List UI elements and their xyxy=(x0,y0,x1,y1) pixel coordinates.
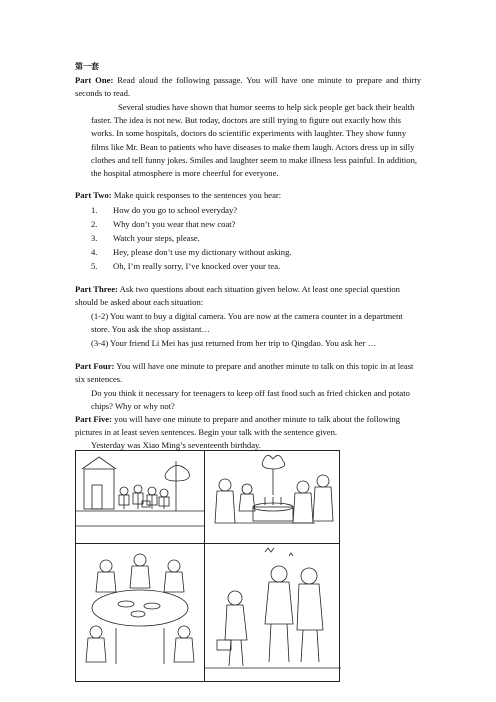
part-five-instruction-line2: pictures in at least seven sentences. Begin your talk with the sentence given. xyxy=(75,427,338,437)
part-three-label: Part Three: xyxy=(75,284,118,294)
comic-panel-arrival xyxy=(76,451,204,543)
comic-panel-party-meal xyxy=(76,544,204,683)
passage-line: works. In some hospitals, doctors do scientific experiments with laughter. They show funny xyxy=(91,128,407,138)
list-item: 4. Hey, please don’t use my dictionary without asking. xyxy=(91,247,292,257)
part-five-start-sentence: Yesterday was Xiao Ming’s seventeenth birthday. xyxy=(91,440,261,450)
list-item: 3. Watch your steps, please. xyxy=(91,233,200,243)
part-two-instruction-text: Make quick responses to the sentences you hear: xyxy=(113,190,282,200)
part-four-question: Do you think it necessary for teenagers to keep off fast food such as fried chicken and potato xyxy=(91,388,410,398)
part-one-instruction xyxy=(75,74,421,100)
part-four-instruction: Part Four: You will have one minute to prepare and another minute to talk on this topic in at least xyxy=(75,361,414,371)
passage-line: the hospital atmosphere is more cheerful for everyone. xyxy=(91,168,279,178)
part-three-instruction: Part Three: Ask two questions about each situation given below. At least one special question xyxy=(75,284,400,294)
set-heading: 第一套 xyxy=(75,62,99,71)
situation-one: (1-2) You want to buy a digital camera. You are now at the camera counter in a department xyxy=(91,311,403,321)
situation-one-cont: store. You ask the shop assistant… xyxy=(91,324,211,334)
list-item: 2. Why don’t you wear that new coat? xyxy=(91,219,236,229)
part-four-label: Part Four: xyxy=(75,361,115,371)
situation-two: (3-4) Your friend Li Mei has just returned from her trip to Qingdao. You ask her … xyxy=(91,338,377,348)
list-item: 5. Oh, I’m really sorry, I’ve knocked over your tea. xyxy=(91,261,281,271)
passage-line: clothes and tell funny jokes. Smiles and laughter seem to make illness less painful. In addition, xyxy=(91,155,418,165)
part-three-instruction-line2: should be asked about each situation: xyxy=(75,297,204,307)
part-one-instruction-text: Read aloud the following passage. You will have one minute to prepare and thirty seconds to read. xyxy=(75,75,421,98)
part-five-label: Part Five: xyxy=(75,414,112,424)
passage-line: films like Mr. Bean to patients who have diseases to make them laugh. Actors dress up in silly xyxy=(91,142,415,152)
passage-line: faster. The idea is not new. But today, doctors are still trying to figure out exactly how this xyxy=(91,115,401,125)
part-one-label: Part One: xyxy=(75,75,114,85)
comic-panel-birthday-cake xyxy=(205,451,341,543)
part-four-question-cont: chips? Why or why not? xyxy=(91,401,175,411)
comic-illustration xyxy=(75,450,340,682)
part-four-instruction-line2: six sentences. xyxy=(75,374,123,384)
comic-panel-stomachache xyxy=(205,544,341,683)
list-item: 1. How do you go to school everyday? xyxy=(91,205,238,215)
part-two-label: Part Two: xyxy=(75,190,112,200)
part-two-instruction xyxy=(75,190,281,201)
part-five-instruction: Part Five: you will have one minute to prepare and another minute to talk about the following xyxy=(75,414,401,424)
passage-line: Several studies have shown that humor seems to help sick people get back their health xyxy=(118,102,415,112)
